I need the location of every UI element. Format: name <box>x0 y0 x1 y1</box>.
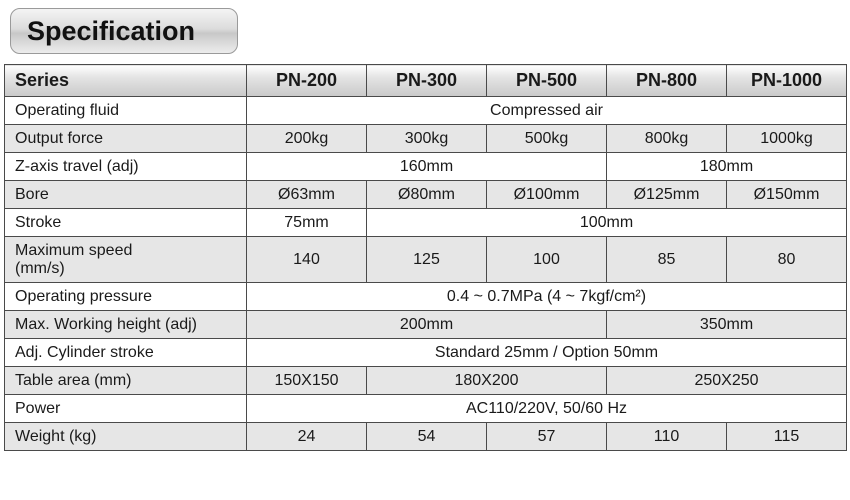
table-row <box>5 339 847 367</box>
column-header-model: PN-800 <box>607 65 727 97</box>
table-row <box>5 367 847 395</box>
row-label: Weight (kg) <box>5 423 247 451</box>
table-row <box>5 311 847 339</box>
row-label: Stroke <box>5 209 247 237</box>
table-cell: 300kg <box>367 125 487 153</box>
table-row <box>5 209 847 237</box>
table-cell: 54 <box>367 423 487 451</box>
row-label: Maximum speed (mm/s) <box>5 237 247 283</box>
table-cell: 115 <box>727 423 847 451</box>
title-banner <box>10 8 238 54</box>
table-cell: Compressed air <box>247 97 847 125</box>
table-cell: Standard 25mm / Option 50mm <box>247 339 847 367</box>
table-cell: 0.4 ~ 0.7MPa (4 ~ 7kgf/cm²) <box>247 283 847 311</box>
table-cell: Ø125mm <box>607 181 727 209</box>
title-banner-shape <box>10 8 238 54</box>
table-cell: 24 <box>247 423 367 451</box>
table-cell: 110 <box>607 423 727 451</box>
row-label: Z-axis travel (adj) <box>5 153 247 181</box>
specification-table <box>4 64 847 451</box>
table-cell: 180mm <box>607 153 847 181</box>
row-label: Power <box>5 395 247 423</box>
table-cell: 125 <box>367 237 487 283</box>
table-cell: AC110/220V, 50/60 Hz <box>247 395 847 423</box>
table-cell: 85 <box>607 237 727 283</box>
table-row <box>5 237 847 283</box>
column-header-model: PN-300 <box>367 65 487 97</box>
table-cell: 100 <box>487 237 607 283</box>
table-row <box>5 423 847 451</box>
row-label: Table area (mm) <box>5 367 247 395</box>
table-cell: 1000kg <box>727 125 847 153</box>
table-cell: Ø150mm <box>727 181 847 209</box>
table-row <box>5 283 847 311</box>
table-row <box>5 395 847 423</box>
table-cell: 180X200 <box>367 367 607 395</box>
row-label: Operating fluid <box>5 97 247 125</box>
table-cell: 160mm <box>247 153 607 181</box>
table-row <box>5 125 847 153</box>
table-header-row <box>5 65 847 97</box>
column-header-model: PN-200 <box>247 65 367 97</box>
row-label: Max. Working height (adj) <box>5 311 247 339</box>
row-label: Operating pressure <box>5 283 247 311</box>
table-cell: 500kg <box>487 125 607 153</box>
table-cell: 80 <box>727 237 847 283</box>
table-cell: 250X250 <box>607 367 847 395</box>
table-cell: 200kg <box>247 125 367 153</box>
table-cell: 100mm <box>367 209 847 237</box>
table-cell: 350mm <box>607 311 847 339</box>
table-row <box>5 97 847 125</box>
table-cell: 800kg <box>607 125 727 153</box>
column-header-series: Series <box>5 65 247 97</box>
page-title: Specification <box>27 15 196 46</box>
row-label: Output force <box>5 125 247 153</box>
column-header-model: PN-1000 <box>727 65 847 97</box>
table-cell: Ø100mm <box>487 181 607 209</box>
row-label: Bore <box>5 181 247 209</box>
table-row <box>5 153 847 181</box>
table-row <box>5 181 847 209</box>
column-header-model: PN-500 <box>487 65 607 97</box>
table-cell: 150X150 <box>247 367 367 395</box>
table-cell: Ø80mm <box>367 181 487 209</box>
table-cell: 200mm <box>247 311 607 339</box>
table-cell: Ø63mm <box>247 181 367 209</box>
bottom-divider <box>4 494 846 500</box>
table-cell: 57 <box>487 423 607 451</box>
row-label: Adj. Cylinder stroke <box>5 339 247 367</box>
table-cell: 140 <box>247 237 367 283</box>
table-cell: 75mm <box>247 209 367 237</box>
